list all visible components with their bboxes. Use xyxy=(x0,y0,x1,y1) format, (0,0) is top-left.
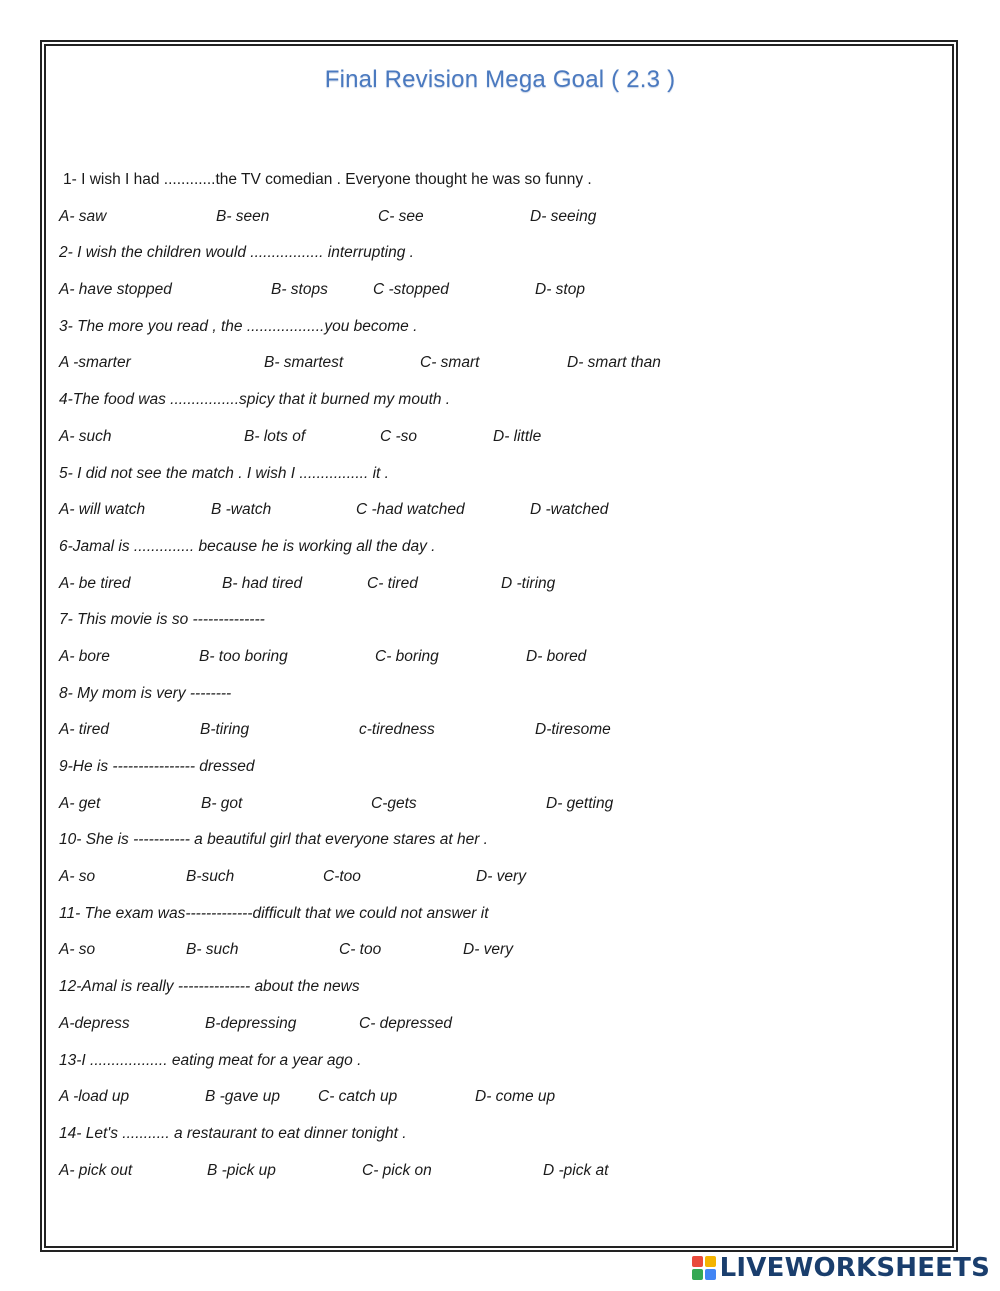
answer-option: D- very xyxy=(463,941,513,959)
answer-option: A- will watch xyxy=(59,501,146,519)
options-row xyxy=(59,207,939,244)
answer-option: B -gave up xyxy=(205,1088,280,1106)
answer-option: B- lots of xyxy=(244,427,306,445)
answer-option: A- saw xyxy=(59,207,107,225)
answer-option: D -pick at xyxy=(543,1161,609,1179)
options-row xyxy=(59,280,939,317)
answer-option: B- seen xyxy=(216,207,270,225)
options-row xyxy=(59,867,939,904)
answer-option: B-depressing xyxy=(205,1014,297,1032)
liveworksheets-logo xyxy=(692,1253,990,1283)
answer-option: D- stop xyxy=(535,281,585,299)
answer-option: A- so xyxy=(59,941,96,959)
question-text: 2- I wish the children would ................. interrupting . xyxy=(59,244,414,262)
options-row xyxy=(59,720,939,757)
answer-option: C- depressed xyxy=(359,1014,453,1032)
answer-option: C-too xyxy=(323,868,361,886)
answer-option: A-depress xyxy=(59,1014,130,1032)
answer-option: A- pick out xyxy=(59,1161,133,1179)
answer-option: B-tiring xyxy=(200,721,250,739)
question-text: 7- This movie is so -------------- xyxy=(59,611,265,629)
question-text: 6-Jamal is .............. because he is working all the day . xyxy=(59,537,436,555)
answer-option: D- little xyxy=(493,427,542,445)
answer-option: A -smarter xyxy=(59,354,131,372)
answer-option: C- see xyxy=(378,207,424,225)
question-list xyxy=(59,170,939,1197)
answer-option: B- got xyxy=(201,794,243,812)
options-row xyxy=(59,1014,939,1051)
answer-option: C -had watched xyxy=(356,501,465,519)
answer-option: A- get xyxy=(59,794,101,812)
answer-option: B- too boring xyxy=(199,647,288,665)
answer-option: B -watch xyxy=(211,501,272,519)
answer-option: A- tired xyxy=(59,721,109,739)
logo-square-green xyxy=(692,1269,703,1280)
question-text: 9-He is ---------------- dressed xyxy=(59,758,255,775)
question-text: 11- The exam was-------------difficult that we could not answer it xyxy=(59,904,489,922)
answer-option: D -watched xyxy=(530,501,609,519)
options-row xyxy=(59,427,939,464)
answer-option: B -pick up xyxy=(207,1161,276,1179)
answer-option: D- getting xyxy=(546,794,614,812)
question-text: 13-I .................. eating meat for a year ago . xyxy=(59,1051,362,1069)
question-text: 1- I wish I had ............the TV comedian . Everyone thought he was so funny . xyxy=(63,171,592,188)
logo-square-yellow xyxy=(705,1256,716,1267)
answer-option: B-such xyxy=(186,868,235,886)
answer-option: B- smartest xyxy=(264,354,344,372)
options-row xyxy=(59,574,939,611)
options-row xyxy=(59,1087,939,1124)
options-row xyxy=(59,353,939,390)
answer-option: A- so xyxy=(59,868,96,886)
answer-option: D- bored xyxy=(526,647,587,665)
worksheet-title: Final Revision Mega Goal ( 2.3 ) xyxy=(324,66,676,93)
options-row xyxy=(59,940,939,977)
answer-option: A- have stopped xyxy=(59,281,172,299)
options-row xyxy=(59,647,939,684)
answer-option: A- be tired xyxy=(59,574,131,592)
answer-option: C- catch up xyxy=(318,1088,398,1106)
question-text: 5- I did not see the match . I wish I ................ it . xyxy=(59,464,389,482)
options-row xyxy=(59,500,939,537)
brand-name: LIVEWORKSHEETS xyxy=(719,1253,990,1283)
question-text: 3- The more you read , the ..................you become . xyxy=(59,317,418,335)
answer-option: C- tired xyxy=(367,574,418,592)
answer-option: D- very xyxy=(476,868,526,886)
answer-option: D- seeing xyxy=(530,207,597,225)
answer-option: C- pick on xyxy=(362,1161,432,1179)
answer-option: C-gets xyxy=(371,794,417,812)
question-text: 12-Amal is really -------------- about the news xyxy=(59,978,360,996)
question-text: 4-The food was ................spicy that it burned my mouth . xyxy=(59,391,451,409)
options-row xyxy=(59,1161,939,1198)
answer-option: B- such xyxy=(186,941,239,959)
logo-square-blue xyxy=(705,1269,716,1280)
answer-option: D -tiring xyxy=(501,574,556,592)
question-text: 10- She is ----------- a beautiful girl that everyone stares at her . xyxy=(59,831,488,849)
answer-option: c-tiredness xyxy=(359,721,435,739)
answer-option: C- boring xyxy=(375,647,439,665)
question-text: 8- My mom is very -------- xyxy=(59,684,232,702)
question-text: 14- Let's ........... a restaurant to eat dinner tonight . xyxy=(59,1124,407,1142)
answer-option: C -so xyxy=(380,427,418,445)
answer-option: D- come up xyxy=(475,1088,556,1106)
answer-option: D- smart than xyxy=(567,354,661,372)
answer-option: A -load up xyxy=(59,1088,130,1106)
answer-option: B- had tired xyxy=(222,574,303,592)
answer-option: B- stops xyxy=(271,281,328,299)
answer-option: C- smart xyxy=(420,354,480,372)
answer-option: C -stopped xyxy=(373,281,449,299)
answer-option: A- such xyxy=(59,427,112,445)
answer-option: C- too xyxy=(339,941,382,959)
logo-square-red xyxy=(692,1256,703,1267)
answer-option: D-tiresome xyxy=(535,721,611,739)
answer-option: A- bore xyxy=(59,647,110,665)
liveworksheets-icon xyxy=(692,1256,716,1280)
options-row xyxy=(59,794,939,831)
